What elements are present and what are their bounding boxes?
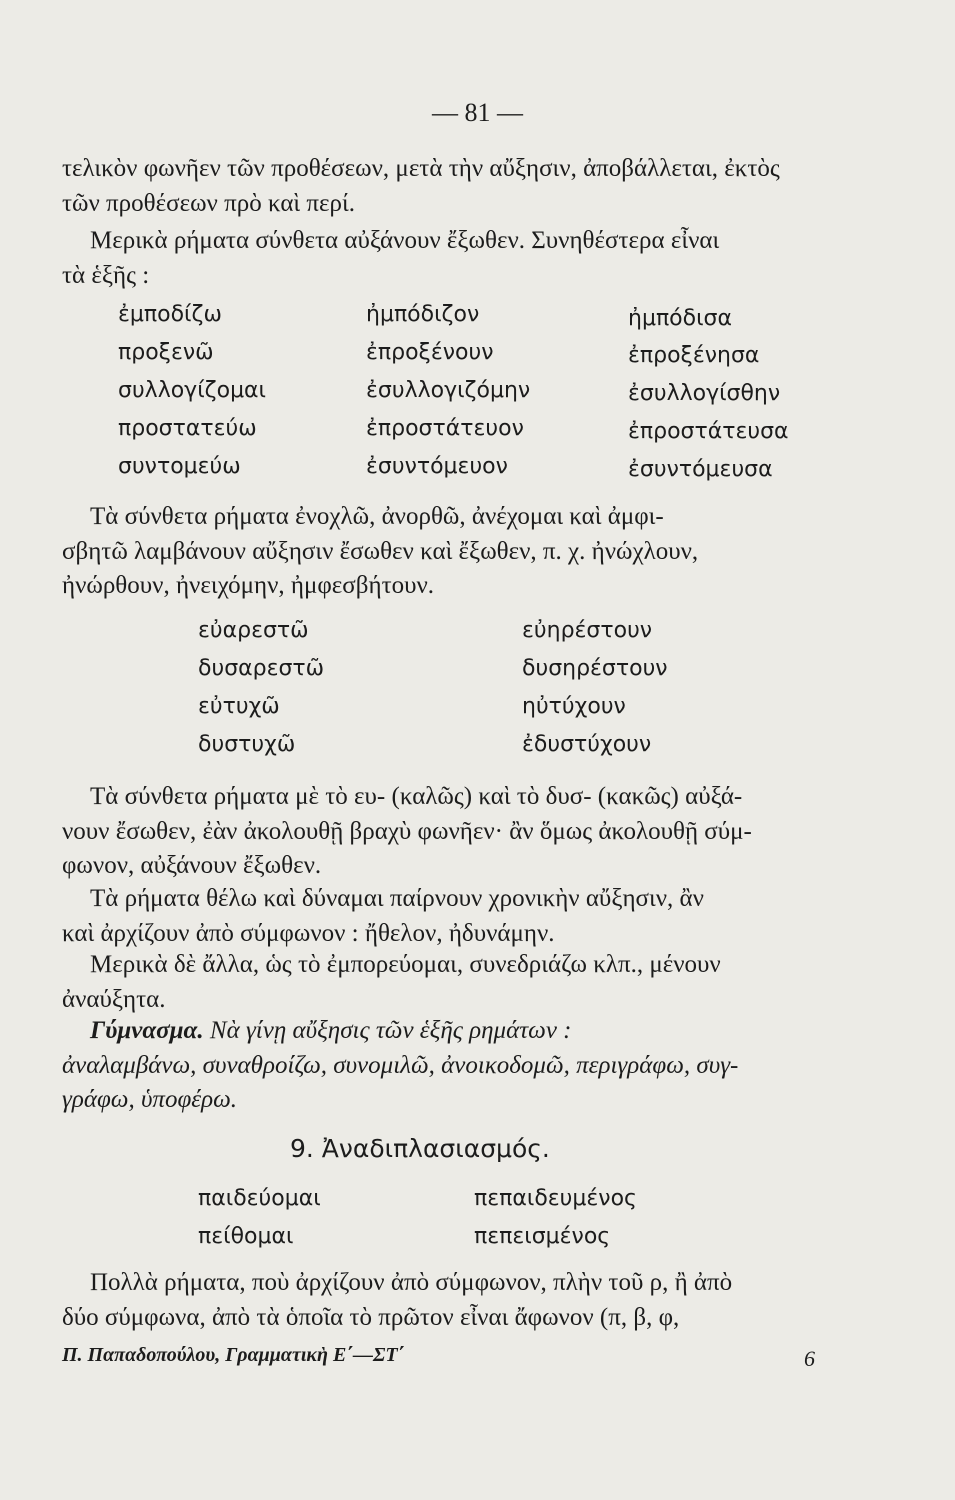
- section-heading: 9. Ἀναδιπλασιασμός.: [290, 1134, 550, 1163]
- polla-line-1: Πολλὰ ρήματα, ποὺ ἀρχίζουν ἀπὸ σύμφωνον, πλὴν τοῦ ρ, ἢ ἀπὸ: [90, 1269, 733, 1296]
- eu-line-2: νουν ἔσωθεν, ἐὰν ἀκολουθῇ βραχὺ φωνῆεν· ἂν ὅμως ἀκολουθῇ σύμ-: [62, 817, 752, 845]
- table1-cell: ἐπροξένουν: [366, 340, 494, 365]
- compound-paragraph: [62, 224, 822, 293]
- alla-paragraph: [62, 948, 822, 1017]
- alla-line-1: Μερικὰ δὲ ἄλλα, ὡς τὸ ἐμπορεύομαι, συνεδριάζω κλπ., μένουν: [90, 951, 721, 978]
- intro-line-2: τῶν προθέσεων πρὸ καὶ περί.: [62, 189, 355, 217]
- table2-cell: ηὐτύχουν: [522, 694, 626, 719]
- table2-cell: εὐαρεστῶ: [198, 618, 309, 643]
- eu-dys-paragraph: [62, 780, 822, 884]
- table1-cell: ἐσυλλογιζόμην: [366, 378, 531, 403]
- both-line-3: ἠνώρθουν, ἠνειχόμην, ἠμφεσβήτουν.: [62, 572, 435, 599]
- both-line-2: σβητῶ λαμβάνουν αὔξησιν ἔσωθεν καὶ ἔξωθεν, π. χ. ἠνώχλουν,: [62, 537, 699, 565]
- both-line-1: Τὰ σύνθετα ρήματα ἐνοχλῶ, ἀνορθῶ, ἀνέχομαι καὶ ἀμφι-: [90, 503, 664, 530]
- thelo-line-2: καὶ ἀρχίζουν ἀπὸ σύμφωνον : ἤθελον, ἠδυνάμην.: [62, 919, 555, 947]
- exercise-line-1: [62, 1014, 822, 1049]
- table1-cell: ἐσυντόμευσα: [628, 457, 773, 482]
- exercise-block: [62, 1014, 822, 1118]
- table1-cell: προξενῶ: [118, 340, 214, 365]
- table1-cell: ἐπροξένησα: [628, 343, 760, 368]
- table1-cell: ἐσυντόμευον: [366, 454, 508, 479]
- page-number: — 81 —: [432, 98, 523, 127]
- table2-cell: εὐτυχῶ: [198, 694, 280, 719]
- eu-line-3: φωνον, αὐξάνουν ἔξωθεν.: [62, 852, 322, 879]
- table3-cell: πεπαιδευμένος: [474, 1186, 637, 1211]
- table3-cell: πείθομαι: [198, 1224, 294, 1249]
- table1-cell: ἐπροστάτευον: [366, 416, 524, 441]
- table1-cell: συντομεύω: [118, 454, 241, 479]
- table3-cell: παιδεύομαι: [198, 1186, 321, 1211]
- table1-cell: ἐπροστάτευσα: [628, 419, 789, 444]
- intro-line-1: τελικὸν φωνῆεν τῶν προθέσεων, μετὰ τὴν αὔξησιν, ἀποβάλλεται, ἐκτὸς: [62, 155, 780, 182]
- table2-cell: ἐδυστύχουν: [522, 732, 652, 757]
- alla-line-2: ἀναύξητα.: [62, 985, 166, 1013]
- exercise-instruction: Νὰ γίνῃ αὔξησις τῶν ἑξῆς ρημάτων :: [209, 1017, 572, 1044]
- table1-cell: συλλογίζομαι: [118, 378, 267, 403]
- table2-cell: εὐηρέστουν: [522, 618, 653, 643]
- table1-cell: ἠμπόδισα: [628, 306, 732, 331]
- intro-paragraph: [62, 152, 822, 221]
- table3-cell: πεπεισμένος: [474, 1224, 611, 1249]
- both-augment-paragraph: [62, 500, 822, 604]
- thelo-line-1: Τὰ ρήματα θέλω καὶ δύναμαι παίρνουν χρονικὴν αὔξησιν, ἂν: [90, 885, 704, 912]
- thelo-paragraph: [62, 882, 822, 951]
- polla-line-2: δύο σύμφωνα, ἀπὸ τὰ ὁποῖα τὸ πρῶτον εἶναι ἄφωνον (π, β, φ,: [62, 1303, 680, 1331]
- table2-cell: δυσαρεστῶ: [198, 656, 325, 681]
- footer-book-title: Π. Παπαδοπούλου, Γραμματικὴ Ε΄—ΣΤ΄: [62, 1344, 405, 1366]
- table1-cell: προστατεύω: [118, 416, 257, 441]
- polla-paragraph: [62, 1266, 822, 1335]
- compound-line-2: τὰ ἑξῆς :: [62, 261, 150, 289]
- compound-line-1: Μερικὰ ρήματα σύνθετα αὐξάνουν ἔξωθεν. Συνηθέστερα εἶναι: [90, 227, 720, 254]
- eu-line-1: Τὰ σύνθετα ρήματα μὲ τὸ ευ- (καλῶς) καὶ τὸ δυσ- (κακῶς) αὐξά-: [90, 783, 743, 810]
- exercise-label: Γύμνασμα.: [90, 1017, 204, 1044]
- exercise-line-3: γράφω, ὑποφέρω.: [62, 1086, 238, 1113]
- footer-signature-number: 6: [804, 1346, 815, 1371]
- table2-cell: δυστυχῶ: [198, 732, 296, 757]
- table1-cell: ἐσυλλογίσθην: [628, 381, 781, 406]
- table1-cell: ἐμποδίζω: [118, 302, 222, 327]
- table2-cell: δυσηρέστουν: [522, 656, 668, 681]
- table1-cell: ἠμπόδιζον: [366, 302, 480, 327]
- exercise-line-2: ἀναλαμβάνω, συναθροίζω, συνομιλῶ, ἀνοικοδομῶ, περιγράφω, συγ-: [62, 1051, 739, 1079]
